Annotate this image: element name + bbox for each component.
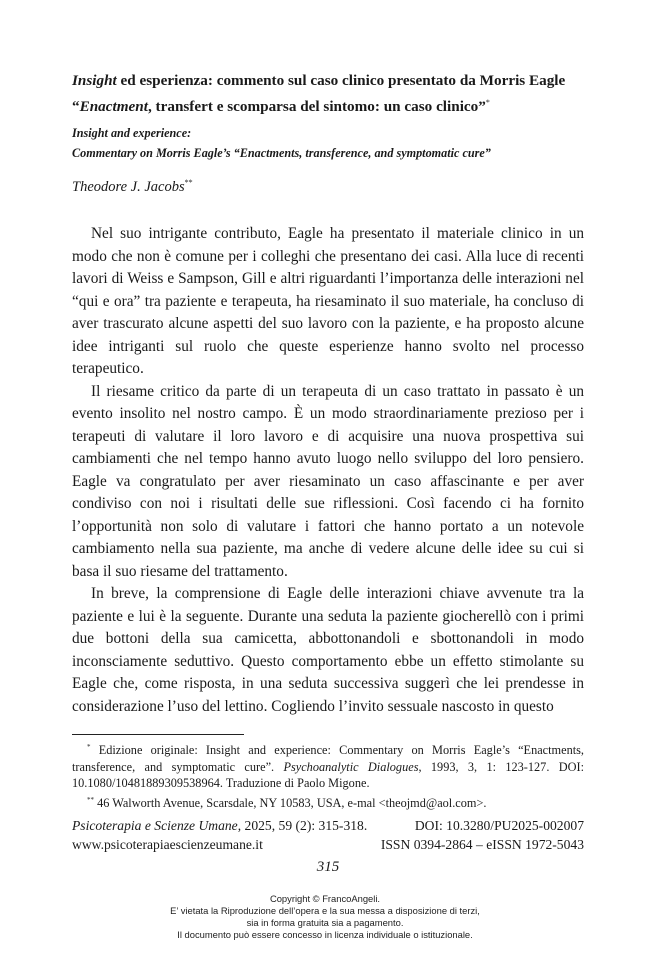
copyright-line-3: sia in forma gratuita sia a pagamento. [246,917,404,928]
copyright-line-2: E’ vietata la Riproduzione dell’opera e la sua messa a disposizione di terzi, [170,905,480,916]
journal-name: Psicoterapia e Scienze Umane [72,818,238,833]
journal-citation [72,816,367,835]
article-body [72,223,584,718]
footnote-1 [72,739,584,792]
body-paragraph-2: Il riesame critico da parte di un terapeuta di un caso trattato in passato è un evento insolito nel nostro campo. È un modo straordinariamente prezioso per i terapeuti di valutare il loro lavoro e di acquisire una nuova prospettiva sui cambiamenti che nel tempo hanno avuto luogo nello sviluppo del loro pensiero. Eagle va congratulato per aver riesaminato un caso affascinante e per aver condiviso con noi i risultati delle sue riflessioni. Così facendo ci ha fornito l’opportunità non solo di valutare i fattori che hanno portato a un notevole cambiamento nella sua paziente, ma anche di vedere alcune delle idee su cui si basa il suo riesame del trattamento. [72,382,584,580]
footnote-divider [72,734,244,735]
title-italic-insight: Insight [72,72,117,89]
copyright-line-4: Il documento può essere concesso in licenza individuale o istituzionale. [177,929,473,940]
title-line-1-rest: ed esperienza: commento sul caso clinico presentato da Morris Eagle [116,72,566,89]
journal-issn: ISSN 0394-2864 – eISSN 1972-5043 [380,837,584,852]
page-number: 315 [316,859,340,875]
title-italic-enactment: Enactment [79,98,148,115]
footnote-2 [72,792,584,812]
title-line-2-rest: , transfert e scomparsa del sintomo: un caso clinico” [147,98,486,115]
title-line-1 [72,70,592,92]
body-paragraph-3: In breve, la comprensione di Eagle delle interazioni chiave avvenute tra la paziente e lui è la seguente. Durante una seduta la paziente giocherellò con i primi due bottoni della sua camicetta, abbottonandoli e sbottonandoli in modo inconsciamente seduttivo. Questo comportamento ebbe un effetto stimolante su Eagle che, come risposta, in una seduta successiva suggerì che lei prendesse in considerazione l’uso del lettino. Cogliendo l’invito sessuale nascosto in questo [72,585,584,715]
author-footnote-mark: ** [184,178,193,187]
title-line-2 [72,92,592,118]
journal-citation-details: , 2025, 59 (2): 315-318. [237,818,368,833]
footnote-1-text-a: Edizione originale: Insight and experience: Commentary on Morris Eagle’s “Enactments, transference, and symptomatic cure”. [72,743,584,774]
footnote-2-mark: ** [87,795,94,804]
journal-doi: DOI: 10.3280/PU2025-002007 [414,818,584,833]
footnote-1-journal: Psychoanalytic Dialogues [283,759,419,774]
footnotes [72,739,584,811]
footnote-2-text: 46 Walworth Avenue, Scarsdale, NY 10583, USA, e-mal <theojmd@aol.com>. [94,795,487,810]
title-open-quote: “ [72,98,80,115]
journal-row-1 [72,816,584,835]
body-paragraph-1: Nel suo intrigante contributo, Eagle ha presentato il materiale clinico in un modo che non è comune per i colleghi che presentano dei casi. Alla luce di recenti lavori di Weiss e Sampson, Gill e altri riguardanti l’importanza delle interazioni nel “qui e ora” tra paziente e terapeuta, ha riesaminato il suo materiale, ha concluso di aver trascurato alcune aspetti del suo lavoro con la paziente, e ha proposto alcune idee intriganti sul ruolo che queste esperienze hanno svolto nel processo terapeutico. [72,225,584,377]
copyright-notice [0,893,650,941]
article-subtitle [72,123,592,163]
journal-website[interactable]: www.psicoterapiaescienzeumane.it [72,837,263,852]
journal-info [72,816,584,854]
title-footnote-mark: * [485,98,490,107]
subtitle-line-2: Commentary on Morris Eagle’s “Enactments, transference, and symptomatic cure” [72,146,491,160]
subtitle-line-1: Insight and experience: [72,126,192,140]
journal-row-2 [72,835,584,854]
author-text: Theodore J. Jacobs [72,179,185,195]
footnote-1-mark: * [87,743,91,751]
copyright-line-1: Copyright © FrancoAngeli. [269,893,381,904]
author-name [72,178,193,196]
article-title [72,70,592,118]
footnote-1-text-b: , 1993, 3, 1: 123-127. DOI: 10.1080/10481889309538964. Traduzione di Paolo Migone. [72,759,585,790]
